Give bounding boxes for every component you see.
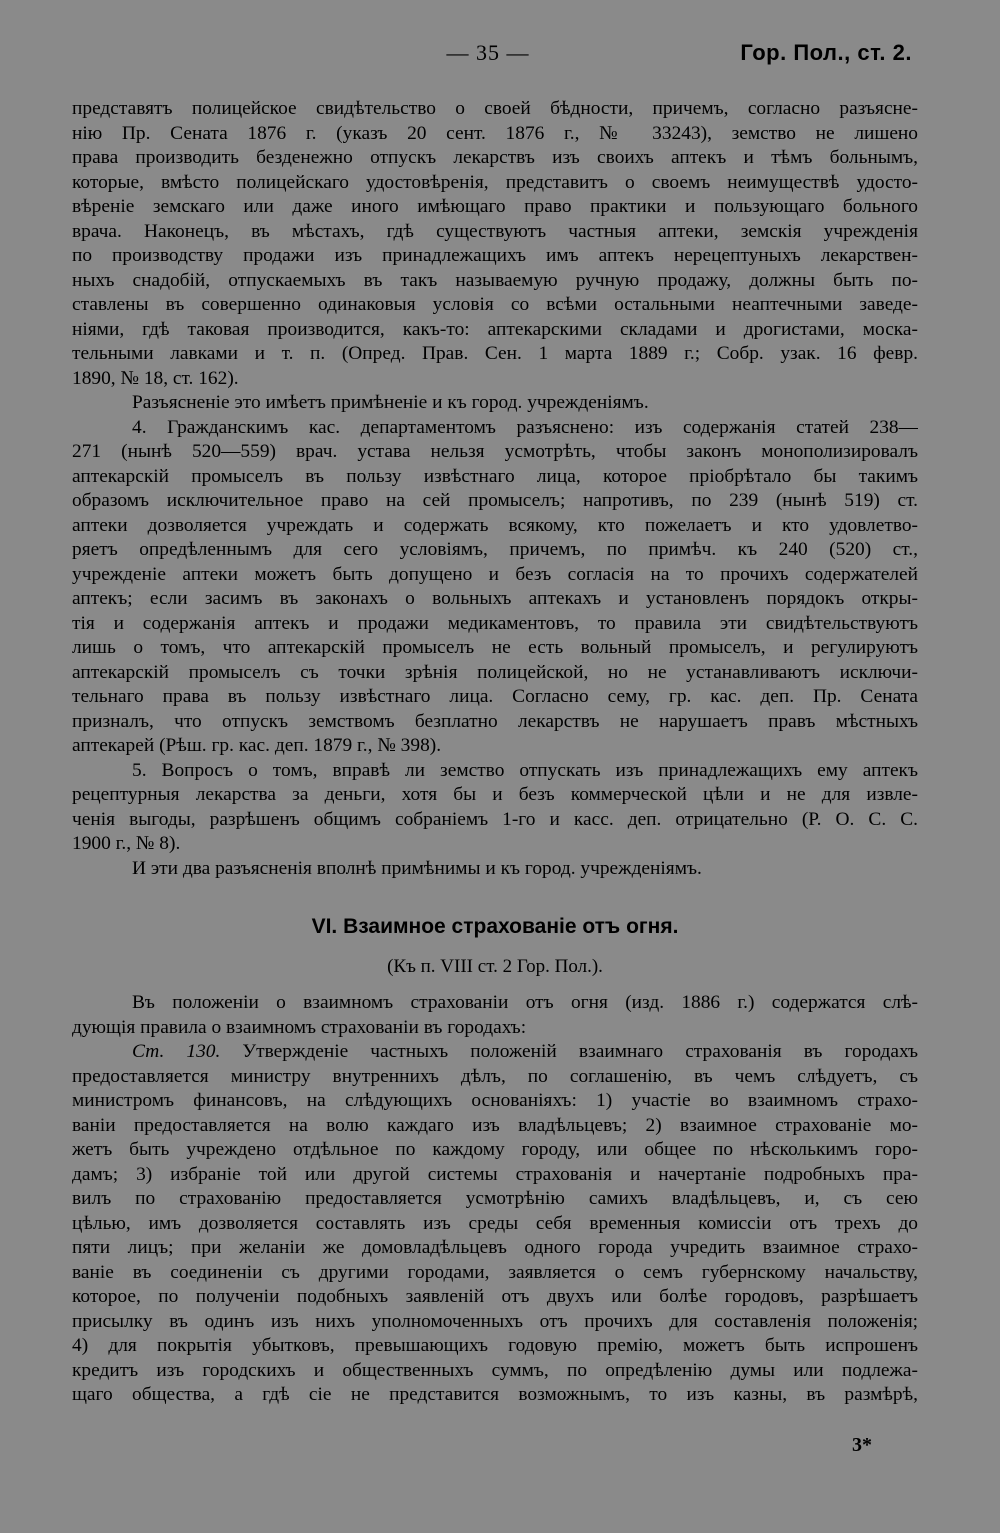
text-line: ваніе въ соединеніи съ другими городами, заявляется о семъ губернскому начальству, [72, 1261, 918, 1283]
text-line: аптекарскій промыселъ въ пользу извѣстнаго лица, которое пріобрѣтало бы такимъ [72, 465, 918, 487]
page-number: — 35 — [446, 40, 530, 65]
text-line: призналъ, что отпускъ земствомъ безплатно лекарствъ не нарушаетъ правъ мѣстныхъ [72, 710, 918, 732]
text-line: министромъ финансовъ, на слѣдующихъ основаніяхъ: 1) участіе во взаимномъ страхо- [72, 1090, 918, 1111]
text-line: представятъ полицейское свидѣтельство о своей бѣдности, причемъ, согласно разъясне- [72, 98, 918, 119]
spacer [72, 981, 918, 991]
text-line: Въ положеніи о взаимномъ страхованіи отъ огня (изд. 1886 г.) содержатся слѣ- [132, 992, 918, 1013]
running-head [0, 40, 1000, 74]
text-line: рецептурныя лекарства за деньги, хотя бы и безъ коммерческой цѣли и не для извле- [72, 784, 918, 805]
text-line: 4) для покрытія убытковъ, превышающихъ годовую премію, можетъ быть испрошенъ [72, 1335, 918, 1356]
paragraph-intro [72, 991, 918, 1040]
text-line: кредитъ изъ городскихъ и общественныхъ суммъ, по опредѣленію думы или подлежа- [72, 1359, 918, 1381]
article-label: Ст. 130. [132, 1041, 221, 1062]
text-line: ніями, гдѣ таковая производится, какъ-то: аптекарскими складами и дрогистами, моска- [72, 318, 918, 340]
text-line: 271 (нынѣ 520—559) врач. устава нельзя усмотрѣть, чтобы законъ монополизировалъ [72, 441, 918, 462]
text-line: которые, вмѣсто полицейскаго удостовѣренія, представитъ о своемъ неимуществѣ удосто- [72, 171, 918, 193]
text-line: ряетъ опредѣленнымъ для сего условіямъ, причемъ, по примѣч. къ 240 (520) ст., [72, 539, 918, 560]
text-line: лишь о томъ, что аптекарскій промыселъ не есть вольный промыселъ, и регулируютъ [72, 637, 918, 658]
text-line: права производить безденежно отпускъ лекарствъ изъ своихъ аптекъ и тѣмъ больнымъ, [72, 147, 918, 168]
article-130 [72, 1040, 918, 1408]
section-subtitle: (Къ п. VIII ст. 2 Гор. Пол.). [387, 956, 603, 977]
text-line: аптекъ; если засимъ въ законахъ о вольныхъ аптекахъ и установленъ порядокъ откры- [72, 588, 918, 609]
text-line: ваніи предоставляется на волю каждаго изъ владѣльцевъ; 2) взаимное страхованіе мо- [72, 1114, 918, 1136]
text-line: 1890, № 18, ст. 162). [72, 367, 239, 389]
text-line: по производству продажи изъ принадлежащихъ имъ аптекъ нерецептуныхъ лекарствен- [72, 245, 918, 266]
text-line: Разъясненіе это имѣетъ примѣненіе и къ город. учрежденіямъ. [132, 392, 649, 413]
text-line: тельными лавками и т. п. (Опред. Прав. Сен. 1 марта 1889 г.; Собр. узак. 16 февр. [72, 343, 918, 364]
text-line: нію Пр. Сената 1876 г. (указъ 20 сент. 1876 г., № 33243), земство не лишено [72, 122, 918, 144]
text-line: ченія выгоды, разрѣшенъ общимъ собраніемъ 1-го и касс. деп. отрицательно (Р. О. С. С. [72, 808, 918, 830]
article-first-line: Утвержденіе частныхъ положеній взаимнаго страхованія въ городахъ [242, 1041, 918, 1062]
body-text [72, 97, 918, 1408]
text-line: аптекарскій промыселъ съ точки зрѣнія полицейской, но не устанавливаютъ исключи- [72, 661, 918, 683]
text-line: образомъ исключительное право на сей промыселъ; напротивъ, по 239 (нынѣ 519) ст. [72, 490, 918, 511]
text-line: аптекарей (Рѣш. гр. кас. деп. 1879 г., № 398). [72, 735, 442, 756]
text-line: вилъ по страхованію предоставляется усмотрѣнію самихъ владѣльцевъ, и, съ сею [72, 1188, 918, 1209]
text-line: тельнаго права въ пользу извѣстнаго лица. Согласно сему, гр. кас. деп. Пр. Сената [72, 686, 918, 707]
text-line: щаго общества, а гдѣ сіе не представится возможнымъ, то изъ казны, въ размѣрѣ, [72, 1384, 918, 1405]
text-line: дамъ; 3) избраніе той или другой системы страхованія и начертаніе подробныхъ пра- [72, 1163, 918, 1185]
text-line: 5. Вопросъ о томъ, вправѣ ли земство отпускать изъ принадлежащихъ ему аптекъ [132, 759, 918, 781]
text-line: 4. Гражданскимъ кас. департаментомъ разъяснено: изъ содержанія статей 238— [132, 416, 918, 438]
text-line [72, 1040, 918, 1065]
text-line: вѣреніе земскаго или даже иного имѣющаго право практики и пользующаго больного [72, 196, 918, 217]
paragraph-item-4 [72, 416, 918, 759]
spacer [72, 943, 918, 953]
text-line: аптеки дозволяется учреждать и содержать всякому, кто пожелаетъ и кто удовлетво- [72, 514, 918, 536]
text-line: врача. Наконецъ, въ мѣстахъ, гдѣ существуютъ частныя аптеки, земскія учрежденія [72, 220, 918, 242]
signature-mark: 3* [852, 1434, 872, 1456]
paragraph-item-5 [72, 759, 918, 857]
text-line: тія и содержанія аптекъ и продажи медикаментовъ, то правила эти свидѣтельствуютъ [72, 612, 918, 634]
text-line: учрежденіе аптеки можетъ быть допущено и безъ согласія на то прочихъ содержателей [72, 563, 918, 585]
section-reference: Гор. Пол., ст. 2. [740, 40, 912, 65]
text-line: жетъ быть учреждено отдѣльное по каждому городу, или общее по нѣсколькимъ горо- [72, 1139, 918, 1160]
text-line: цѣлью, имъ дозволяется составлять изъ среды себя временныя комиссіи отъ трехъ до [72, 1212, 918, 1234]
text-line: присылку въ одинъ изъ нихъ уполномоченныхъ отъ прочихъ для составленія положенія; [72, 1310, 918, 1332]
text-line: 1900 г., № 8). [72, 833, 181, 854]
text-line: И эти два разъясненія вполнѣ примѣнимы и къ город. учрежденіямъ. [132, 857, 702, 879]
paragraph-closing-note [72, 857, 918, 882]
section-title: VI. Взаимное страхованіе отъ огня. [311, 915, 679, 938]
spacer [72, 881, 918, 911]
text-line: предоставляется министру внутреннихъ дѣлъ, по соглашенію, въ чемъ слѣдуетъ, съ [72, 1065, 918, 1087]
paragraph-applicability-note [72, 391, 918, 416]
text-line: которое, по полученіи подобныхъ заявленій отъ двухъ или болѣе городовъ, разрѣшаетъ [72, 1286, 918, 1307]
text-line: ныхъ снадобій, отпускаемыхъ въ такъ называемую ручную продажу, должны быть по- [72, 269, 918, 291]
text-line: дующія правила о взаимномъ страхованіи въ городахъ: [72, 1016, 527, 1038]
text-line: пяти лицъ; при желаніи же домовладѣльцевъ одного города учредить взаимное страхо- [72, 1237, 918, 1258]
text-line: ставлены въ совершенно одинаковыя условія со всѣми остальными неаптечными заведе- [72, 294, 918, 315]
paragraph-charity-dispensing [72, 97, 918, 391]
